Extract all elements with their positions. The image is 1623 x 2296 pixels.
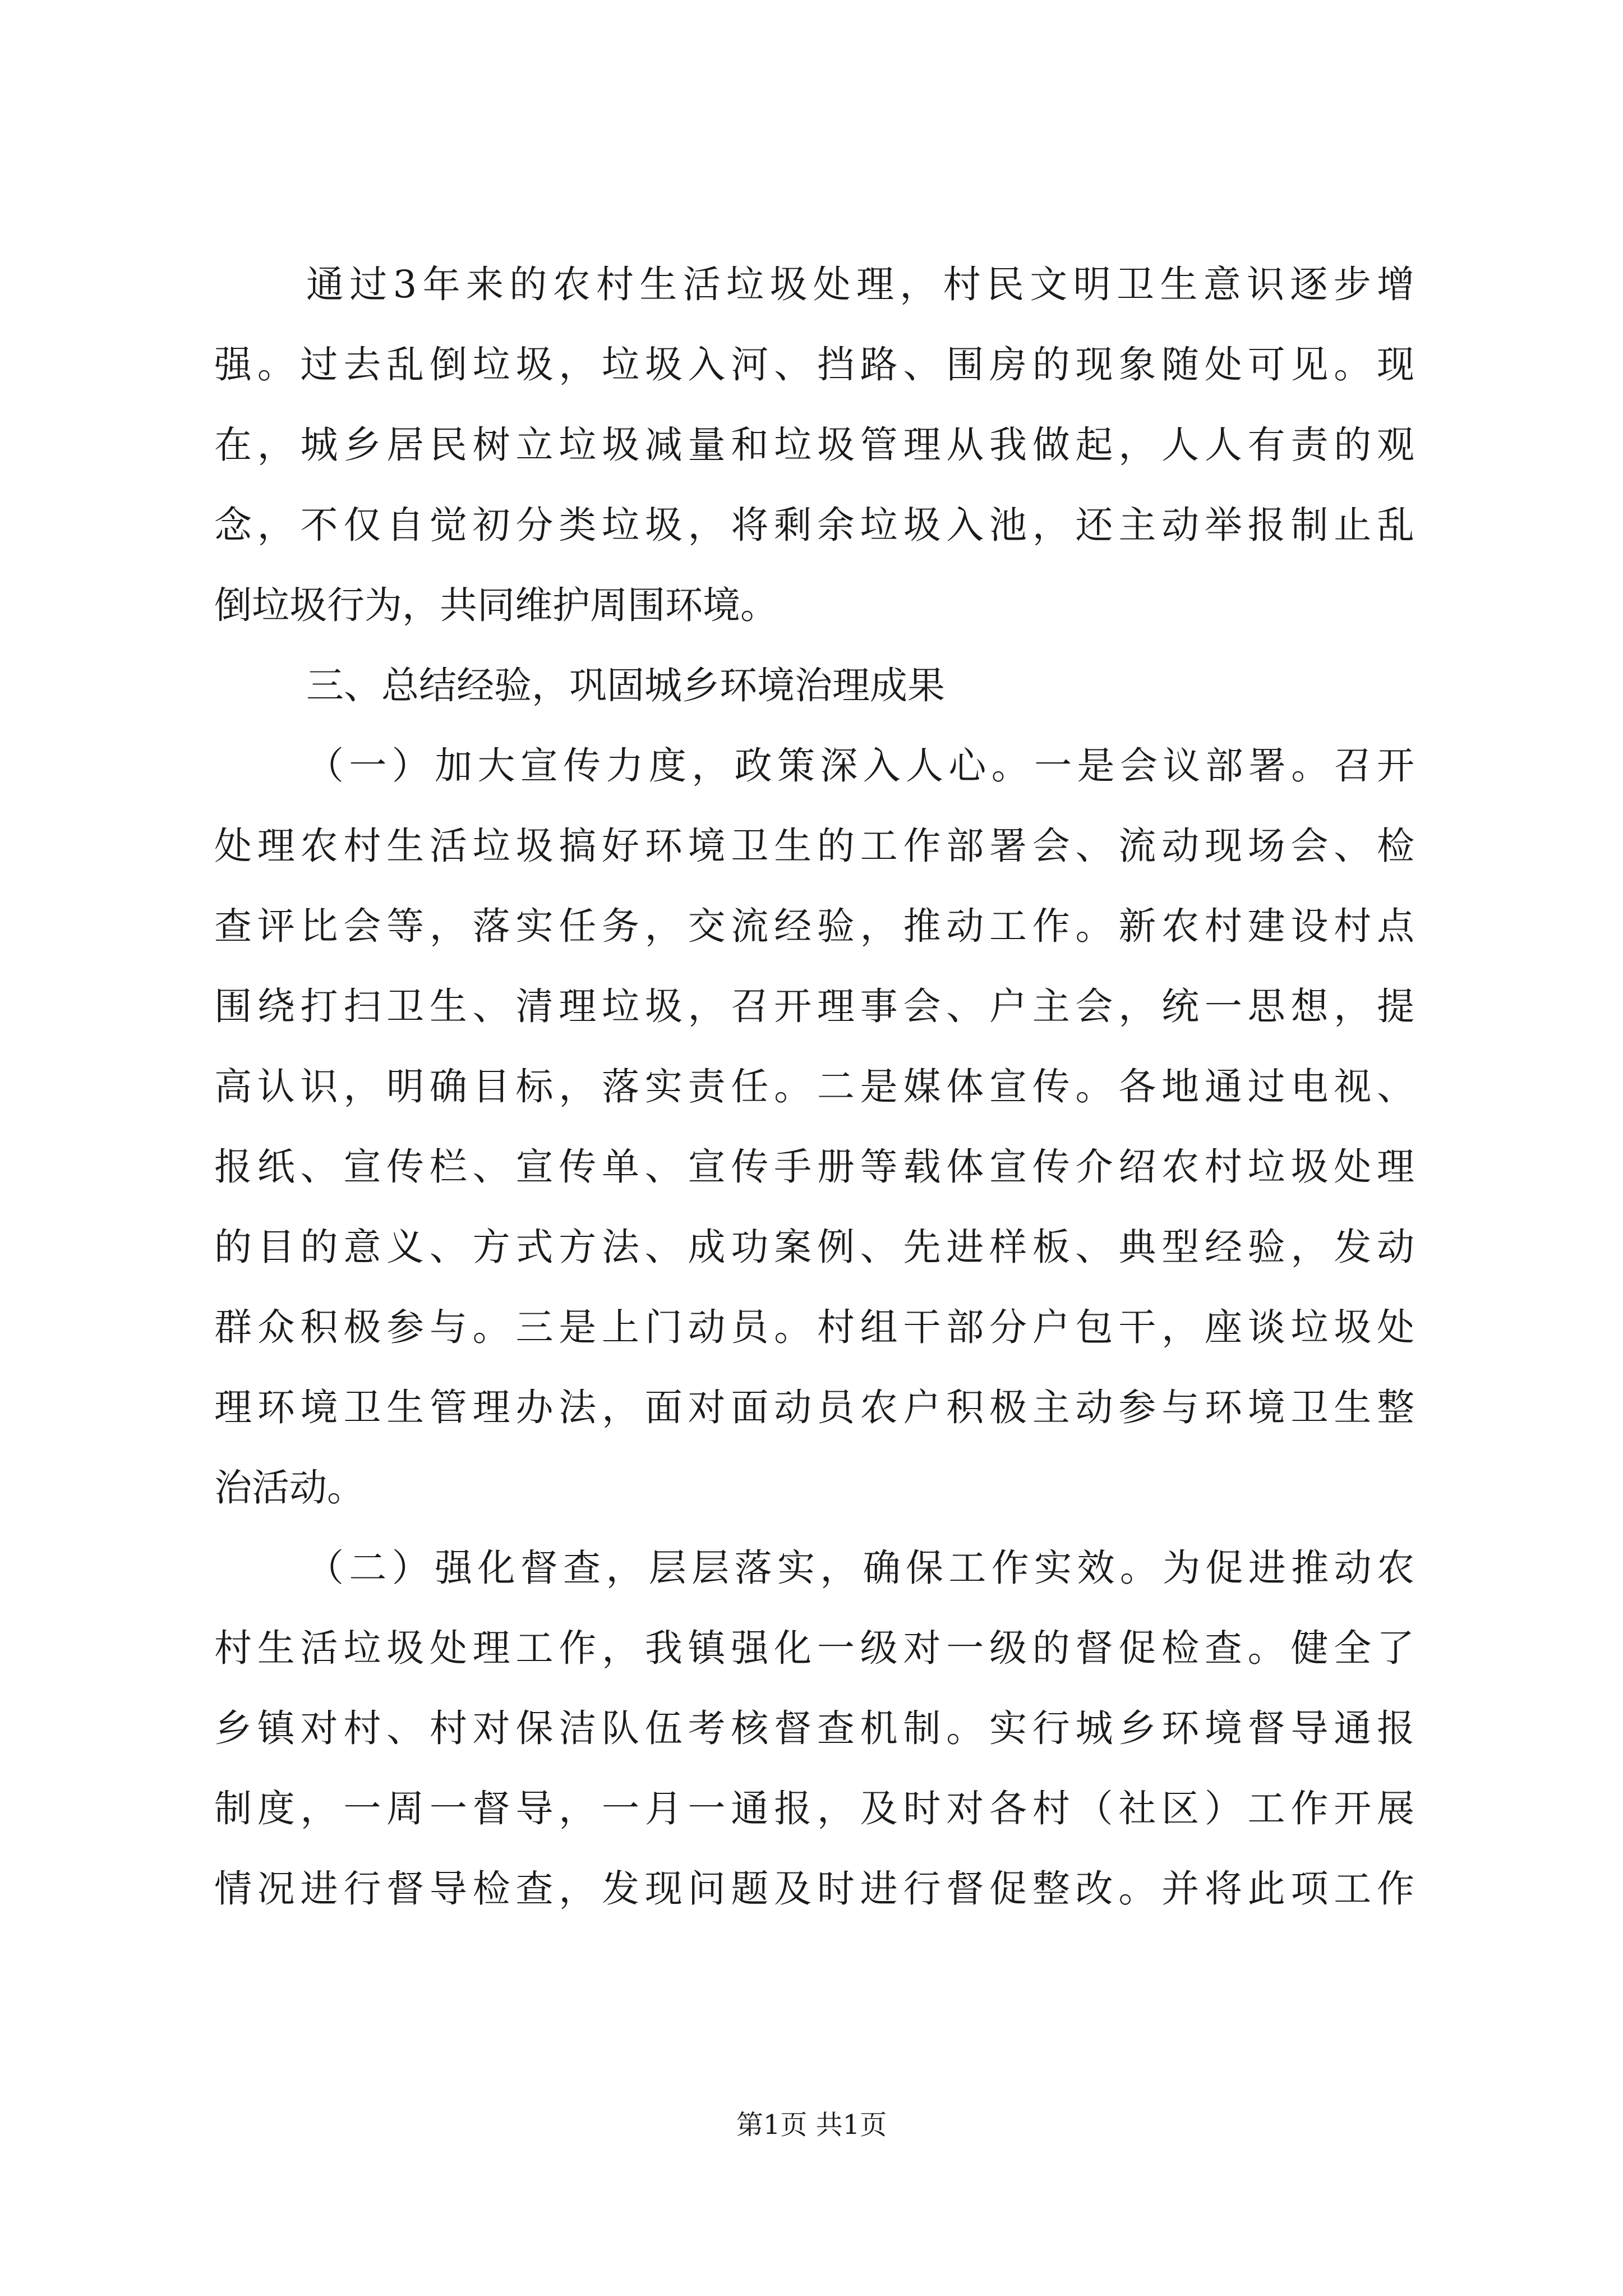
paragraph-line: 理环境卫生管理办法，面对面动员农户积极主动参与环境卫生整 [214, 1386, 1414, 1429]
paragraph-line: 乡镇对村、村对保洁队伍考核督查机制。实行城乡环境督导通报 [214, 1706, 1414, 1750]
paragraph-line: 高认识，明确目标，落实责任。二是媒体宣传。各地通过电视、 [214, 1065, 1414, 1108]
paragraph-line: 倒垃圾行为，共同维护周围环境。 [214, 583, 778, 627]
paragraph-line: 强。过去乱倒垃圾，垃圾入河、挡路、围房的现象随处可见。现 [214, 343, 1414, 386]
paragraph-line: 在，城乡居民树立垃圾减量和垃圾管理从我做起，人人有责的观 [214, 423, 1414, 467]
paragraph-line: 治活动。 [214, 1466, 365, 1510]
paragraph-line: 通过3年来的农村生活垃圾处理，村民文明卫生意识逐步增 [306, 263, 1414, 306]
paragraph-line: 制度，一周一督导，一月一通报，及时对各村（社区）工作开展 [214, 1787, 1414, 1830]
paragraph-line: 的目的意义、方式方法、成功案例、先进样板、典型经验，发动 [214, 1225, 1414, 1269]
paragraph-line: 念，不仅自觉初分类垃圾，将剩余垃圾入池，还主动举报制止乱 [214, 503, 1414, 547]
section-heading: 三、总结经验，巩固城乡环境治理成果 [306, 664, 945, 707]
paragraph-line: （一）加大宣传力度，政策深入人心。一是会议部署。召开 [306, 744, 1414, 788]
paragraph-line: 情况进行督导检查，发现问题及时进行督促整改。并将此项工作 [214, 1867, 1414, 1911]
paragraph-line: 村生活垃圾处理工作，我镇强化一级对一级的督促检查。健全了 [214, 1626, 1414, 1670]
paragraph-line: 围绕打扫卫生、清理垃圾，召开理事会、户主会，统一思想，提 [214, 984, 1414, 1028]
page-footer: 第1页 共1页 [736, 2109, 887, 2141]
paragraph-line: 查评比会等，落实任务，交流经验，推动工作。新农村建设村点 [214, 904, 1414, 948]
paragraph-line: （二）强化督查，层层落实，确保工作实效。为促进推动农 [306, 1546, 1414, 1590]
paragraph-line: 群众积极参与。三是上门动员。村组干部分户包干，座谈垃圾处 [214, 1305, 1414, 1349]
paragraph-line: 处理农村生活垃圾搞好环境卫生的工作部署会、流动现场会、检 [214, 824, 1414, 868]
paragraph-line: 报纸、宣传栏、宣传单、宣传手册等载体宣传介绍农村垃圾处理 [214, 1145, 1414, 1189]
